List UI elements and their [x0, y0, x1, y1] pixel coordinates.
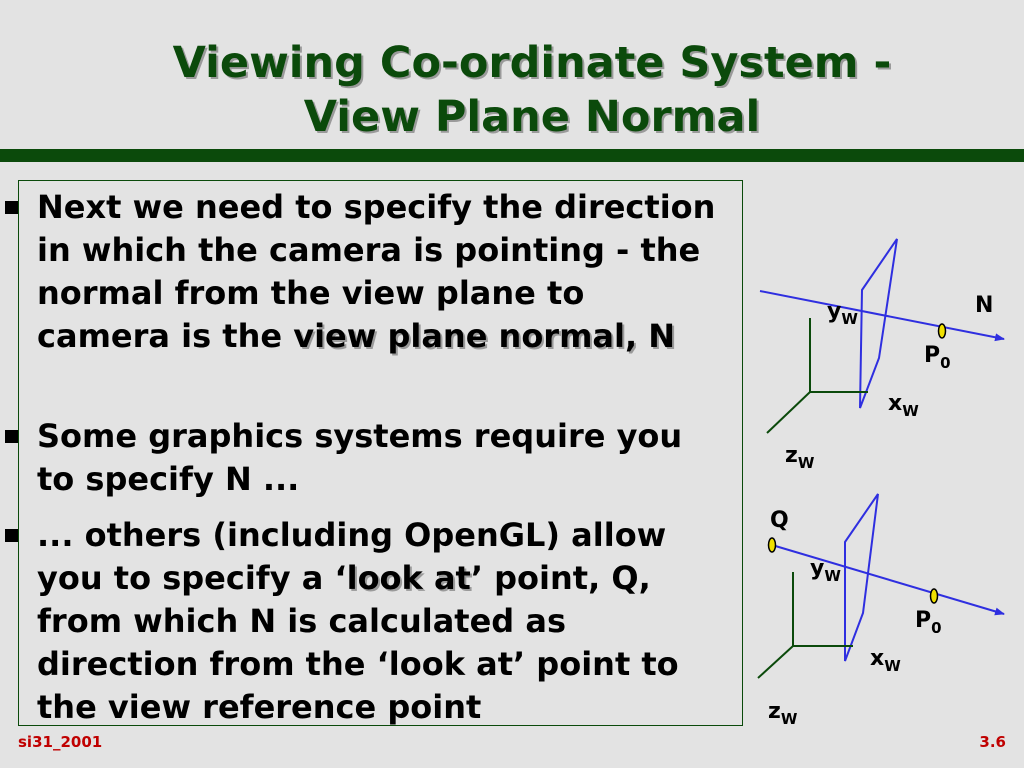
- point-p0: [931, 589, 938, 603]
- slide-title-line-2: View Plane Normal: [303, 92, 761, 142]
- y-axis-label: $y_W$: [810, 556, 841, 585]
- footer-slide-number: 3.6: [979, 733, 1006, 751]
- p0-label: $P_0$: [924, 343, 951, 372]
- bullet-2-text: Some graphics systems require you to specify N ...: [37, 417, 683, 498]
- z-axis-label: $z_W$: [785, 443, 815, 472]
- x-axis-label: $x_W$: [888, 391, 919, 420]
- x-axis-label: $x_W$: [870, 646, 901, 675]
- z-axis: [767, 392, 810, 433]
- q-label: Q: [770, 508, 789, 533]
- look-at-diagram: [758, 494, 1004, 728]
- bullet-3-text-end: ’ point, Q, from which N is calculated as direction from the ‘look at’ point to the view reference point: [37, 559, 679, 726]
- normal-label: N: [975, 293, 994, 318]
- footer-course-code: si31_2001: [18, 733, 103, 751]
- y-axis-label: $y_W$: [827, 299, 858, 328]
- point-p0: [939, 324, 946, 338]
- bullet-1-emphasis: view plane normal, N: [293, 317, 676, 355]
- view-plane: [845, 494, 878, 661]
- p0-label: $P_0$: [915, 608, 942, 637]
- bullet-1-text: Next we need to specify the direction in which the camera is pointing - the normal from the view plane to camera is the: [37, 188, 716, 355]
- view-plane-normal-diagram: [760, 239, 1004, 472]
- view-plane: [860, 239, 897, 408]
- z-axis: [758, 646, 793, 678]
- slide-title-line-1: Viewing Co-ordinate System -: [172, 38, 892, 88]
- bullet-3-emphasis: look at: [346, 559, 471, 597]
- bullet-3-text-start: ... others (including OpenGL) allow you to specify a ‘: [37, 516, 667, 597]
- z-axis-label: $z_W$: [768, 699, 798, 728]
- look-at-line: [772, 545, 1004, 614]
- point-q: [769, 538, 776, 552]
